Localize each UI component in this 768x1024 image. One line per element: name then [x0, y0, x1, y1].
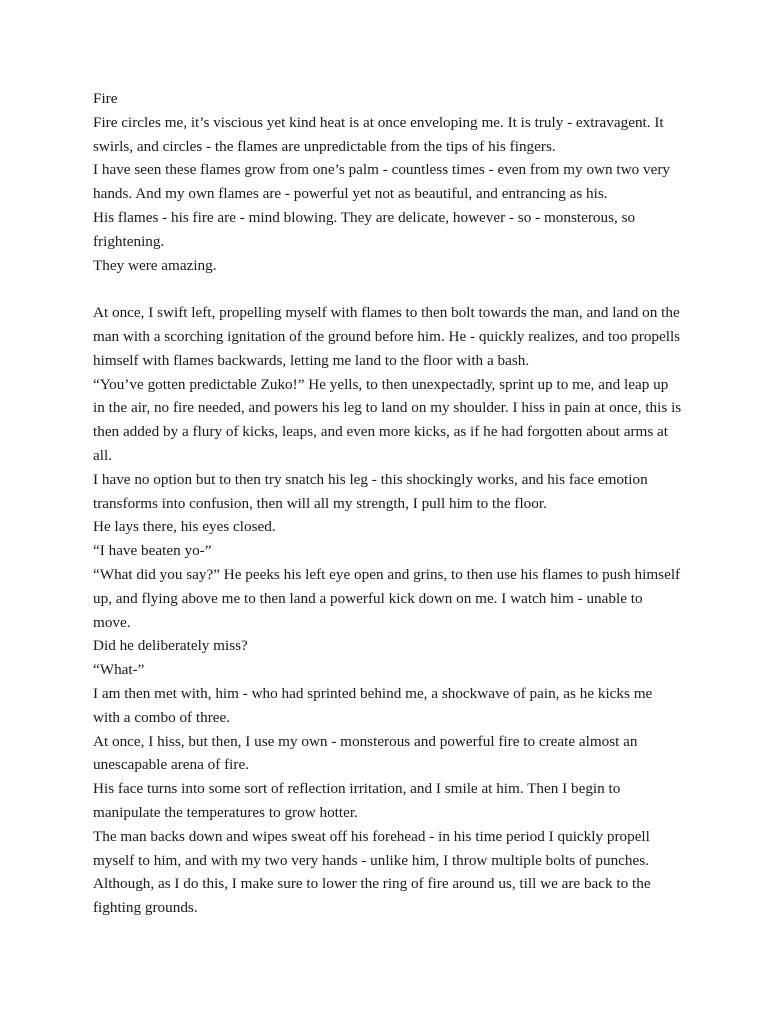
paragraph-15: At once, I hiss, but then, I use my own - monsterous and powerful fire to create almost an unescapable arena of fire. [93, 732, 638, 774]
document-page [93, 87, 683, 920]
paragraph-17: The man backs down and wipes sweat off his forehead - in his time period I quickly propell myself to him, and with my two very hands - unlike him, I throw multiple bolts of punches. [93, 827, 650, 869]
paragraph-16: His face turns into some sort of reflection irritation, and I smile at him. Then I begin to manipulate the temperatures to grow hotter. [93, 780, 621, 821]
paragraph-10: “I have beaten yo-” [93, 542, 212, 560]
paragraph-1: Fire circles me, it’s viscious yet kind heat is at once enveloping me. It is truly - extravagent. It swirls, and circles - the flames are unpredictable from the tips of his fingers. [93, 113, 664, 155]
paragraph-6: At once, I swift left, propelling myself with flames to then bolt towards the man, and land on the man with a scorching ignitation of the ground before him. He - quickly realizes, and too propells himself with flames backwards, letting me land to the floor with a bash. [93, 304, 681, 369]
paragraph-13: “What-” [93, 661, 145, 679]
paragraph-3: His flames - his fire are - mind blowing. They are delicate, however - so - monsterous, so frightening. [93, 208, 636, 250]
paragraph-8: I have no option but to then try snatch his leg - this shockingly works, and his face emotion transforms into confusion, then will all my strength, I pull him to the floor. [93, 470, 648, 512]
paragraph-2: I have seen these flames grow from one’s palm - countless times - even from my own two very hands. And my own flames are - powerful yet not as beautiful, and entrancing as his. [93, 161, 670, 203]
document-title: Fire [93, 90, 118, 107]
paragraph-4: They were amazing. [93, 256, 217, 274]
paragraph-12: Did he deliberately miss? [93, 637, 248, 655]
paragraph-7: “You’ve gotten predictable Zuko!” He yells, to then unexpectadly, sprint up to me, and leap up in the air, no fire needed, and powers his leg to land on my shoulder. I hiss in pain at once, this is then added by a flury of kicks, leaps, and even more kicks, as if he had forgotten about arms at all. [93, 375, 682, 464]
paragraph-18: Although, as I do this, I make sure to lower the ring of fire around us, till we are back to the fighting grounds. [93, 875, 651, 917]
paragraph-break [93, 277, 683, 301]
paragraph-11: “What did you say?” He peeks his left eye open and grins, to then use his flames to push himself up, and flying above me to then land a powerful kick down on me. I watch him - unable to move. [93, 565, 681, 631]
paragraph-14: I am then met with, him - who had sprinted behind me, a shockwave of pain, as he kicks me with a combo of three. [93, 684, 653, 726]
paragraph-9: He lays there, his eyes closed. [93, 518, 276, 536]
